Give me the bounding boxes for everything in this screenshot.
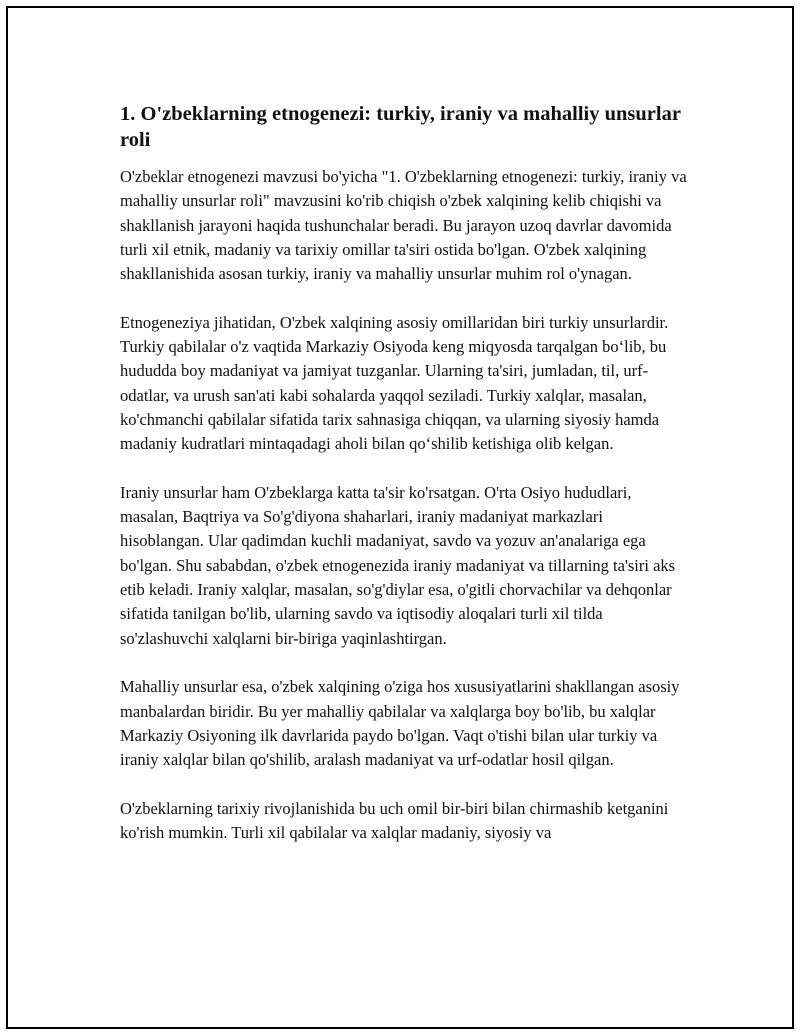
document-body [120,96,690,870]
paragraph-1: O'zbeklar etnogenezi mavzusi bo'yicha "1. O'zbeklarning etnogenezi: turkiy, iraniy va mahalliy unsurlar roli" mavzusini ko'rib chiqish o'zbek xalqining kelib chiqishi va shakllanish jarayoni haqida tushunchalar beradi. Bu jarayon uzoq davrlar davomida turli xil etnik, madaniy va tarixiy omillar ta'siri ostida bo'lgan. O'zbek xalqining shakllanishida asosan turkiy, iraniy va mahalliy unsurlar muhim rol o'ynagan. [120,167,687,284]
page-title: 1. O'zbeklarning etnogenezi: turkiy, iraniy va mahalliy unsurlar roli [120,103,681,151]
paragraph-3: Iraniy unsurlar ham O'zbeklarga katta ta'sir ko'rsatgan. O'rta Osiyo hududlari, masalan, Baqtriya va So'g'diyona shaharlari, iraniy madaniyat markazlari hisoblangan. Ular qadimdan kuchli madaniyat, savdo va yozuv an'analariga ega bo'lgan. Shu sababdan, o'zbek etnogenezida iraniy madaniyat va tillarning ta'siri aks etib keladi. Iraniy xalqlar, masalan, so'g'diylar esa, o'gitli chorvachilar va dehqonlar sifatida tanilgan bo'lib, ularning savdo va iqtisodiy aloqalari turli xil tilda so'zlashuvchi xalqlarni bir-biriga yaqinlashtirgan. [120,482,676,648]
paragraph-4: Mahalliy unsurlar esa, o'zbek xalqining o'ziga hos xususiyatlarini shakllangan asosiy manbalardan biridir. Bu yer mahalliy qabilalar va xalqlarga boy bo'lib, bu xalqlar Markaziy Osiyoning ilk davrlarida paydo bo'lgan. Vaqt o'tishi bilan ular turkiy va iraniy xalqlar bilan qo'shilib, aralash madaniyat va urf-odatlar hosil qilgan. [120,677,680,770]
paragraph-5: O'zbeklarning tarixiy rivojlanishida bu uch omil bir-biri bilan chirmashib ketganini ko'rish mumkin. Turli xil qabilalar va xalqlar madaniy, siyosiy va [120,798,669,843]
page-frame [6,6,794,1029]
paragraph-2: Etnogeneziya jihatidan, O'zbek xalqining asosiy omillaridan biri turkiy unsurlardir. Turkiy qabilalar o'z vaqtida Markaziy Osiyoda keng miqyosda tarqalgan bo‘lib, bu hududda boy madaniyat va jamiyat tuzganlar. Ularning ta'siri, jumladan, til, urf-odatlar, va urush san'ati kabi sohalarda yaqqol seziladi. Turkiy xalqlar, masalan, ko'chmanchi qabilalar sifatida tarix sahnasiga chiqqan, va ularning siyosiy hamda madaniy kudratlari mintaqadagi aholi bilan qo‘shilib ketishiga olib kelgan. [120,312,669,454]
